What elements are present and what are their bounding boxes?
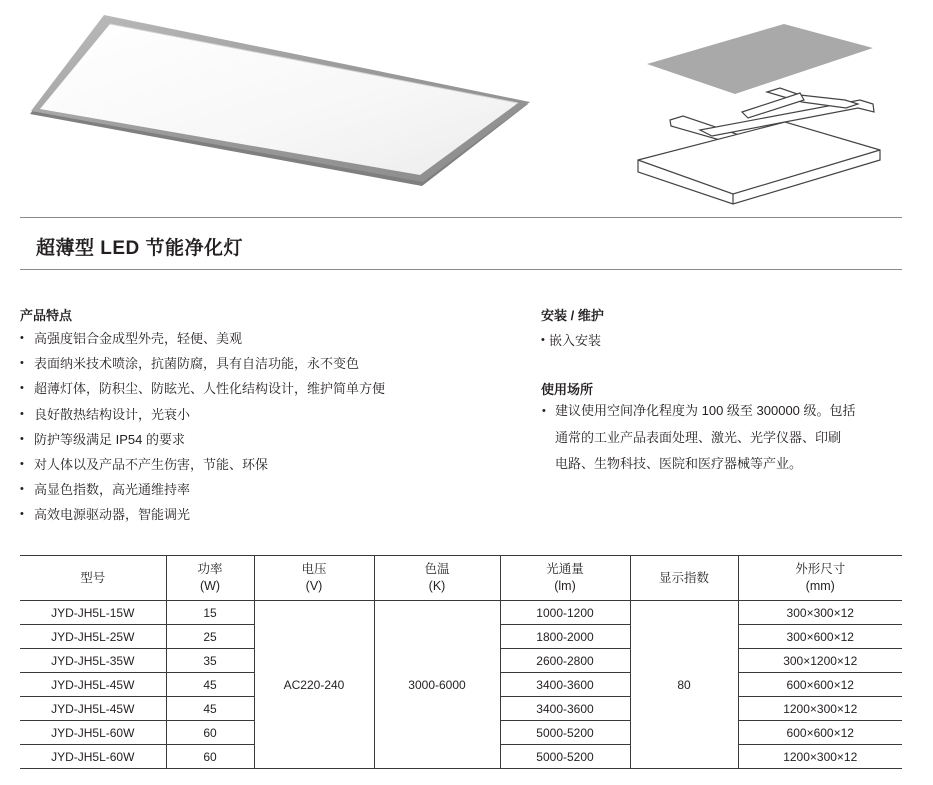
cell-model: JYD-JH5L-45W bbox=[20, 673, 166, 697]
cell-flux: 1000-1200 bbox=[500, 601, 630, 625]
feature-item: • 高效电源驱动器，智能调光 bbox=[20, 502, 385, 527]
cell-model: JYD-JH5L-60W bbox=[20, 721, 166, 745]
page-title: 超薄型 LED 节能净化灯 bbox=[36, 238, 244, 259]
cell-flux: 3400-3600 bbox=[500, 697, 630, 721]
usage-line: 通常的工业产品表面处理、激光、光学仪器、印刷 bbox=[555, 429, 842, 445]
cell-power: 25 bbox=[166, 625, 254, 649]
cell-model: JYD-JH5L-35W bbox=[20, 649, 166, 673]
spec-table bbox=[20, 555, 902, 769]
cell-size: 1200×300×12 bbox=[738, 745, 902, 769]
cell-model: JYD-JH5L-60W bbox=[20, 745, 166, 769]
table-row bbox=[20, 601, 902, 625]
cell-flux: 2600-2800 bbox=[500, 649, 630, 673]
usage-line: 建议使用空间净化程度为 100 级至 300000 级。包括 bbox=[555, 403, 856, 418]
top-divider bbox=[20, 217, 902, 218]
cell-cri: 80 bbox=[630, 601, 738, 769]
cell-cct: 3000-6000 bbox=[374, 601, 500, 769]
title-divider bbox=[20, 269, 902, 270]
installation-item: • 嵌入安装 bbox=[541, 328, 601, 353]
header-power: 功率 (W) bbox=[166, 556, 254, 601]
cell-power: 60 bbox=[166, 745, 254, 769]
feature-item: • 表面纳米技术喷涂，抗菌防腐，具有自洁功能，永不变色 bbox=[20, 351, 385, 376]
cell-power: 60 bbox=[166, 721, 254, 745]
features-heading: 产品特点 bbox=[20, 308, 73, 323]
usage-paragraph bbox=[541, 398, 906, 478]
cell-size: 600×600×12 bbox=[738, 721, 902, 745]
feature-item: • 防护等级满足 IP54 的要求 bbox=[20, 427, 385, 452]
cell-power: 45 bbox=[166, 673, 254, 697]
header-cct: 色温 (K) bbox=[374, 556, 500, 601]
feature-item: • 超薄灯体，防积尘、防眩光、人性化结构设计，维护简单方便 bbox=[20, 376, 385, 401]
cell-power: 15 bbox=[166, 601, 254, 625]
features-list bbox=[20, 326, 385, 528]
cell-power: 45 bbox=[166, 697, 254, 721]
cell-flux: 5000-5200 bbox=[500, 745, 630, 769]
installation-list bbox=[541, 328, 601, 353]
cell-power: 35 bbox=[166, 649, 254, 673]
feature-item: • 良好散热结构设计，光衰小 bbox=[20, 402, 385, 427]
header-cri: 显示指数 bbox=[630, 556, 738, 601]
cell-voltage: AC220-240 bbox=[254, 601, 374, 769]
cell-model: JYD-JH5L-45W bbox=[20, 697, 166, 721]
header-flux: 光通量 (lm) bbox=[500, 556, 630, 601]
cell-model: JYD-JH5L-25W bbox=[20, 625, 166, 649]
feature-item: • 高显色指数，高光通维持率 bbox=[20, 477, 385, 502]
feature-item: • 高强度铝合金成型外壳，轻便、美观 bbox=[20, 326, 385, 351]
usage-heading: 使用场所 bbox=[541, 382, 594, 397]
bullet-dot: • bbox=[542, 405, 546, 417]
cell-size: 300×300×12 bbox=[738, 601, 902, 625]
product-illustration bbox=[0, 0, 933, 215]
cell-size: 1200×300×12 bbox=[738, 697, 902, 721]
installation-diagram bbox=[638, 24, 880, 204]
header-size: 外形尺寸 (mm) bbox=[738, 556, 902, 601]
cell-flux: 5000-5200 bbox=[500, 721, 630, 745]
feature-item: • 对人体以及产品不产生伤害，节能、环保 bbox=[20, 452, 385, 477]
cell-flux: 3400-3600 bbox=[500, 673, 630, 697]
cell-size: 300×600×12 bbox=[738, 625, 902, 649]
cell-size: 600×600×12 bbox=[738, 673, 902, 697]
led-panel-image bbox=[30, 15, 530, 186]
table-header-row bbox=[20, 556, 902, 601]
cell-flux: 1800-2000 bbox=[500, 625, 630, 649]
cell-size: 300×1200×12 bbox=[738, 649, 902, 673]
usage-line: 电路、生物科技、医院和医疗器械等产业。 bbox=[555, 456, 803, 471]
header-model: 型号 bbox=[20, 556, 166, 601]
cell-model: JYD-JH5L-15W bbox=[20, 601, 166, 625]
installation-heading: 安装 / 维护 bbox=[541, 308, 604, 323]
header-voltage: 电压 (V) bbox=[254, 556, 374, 601]
